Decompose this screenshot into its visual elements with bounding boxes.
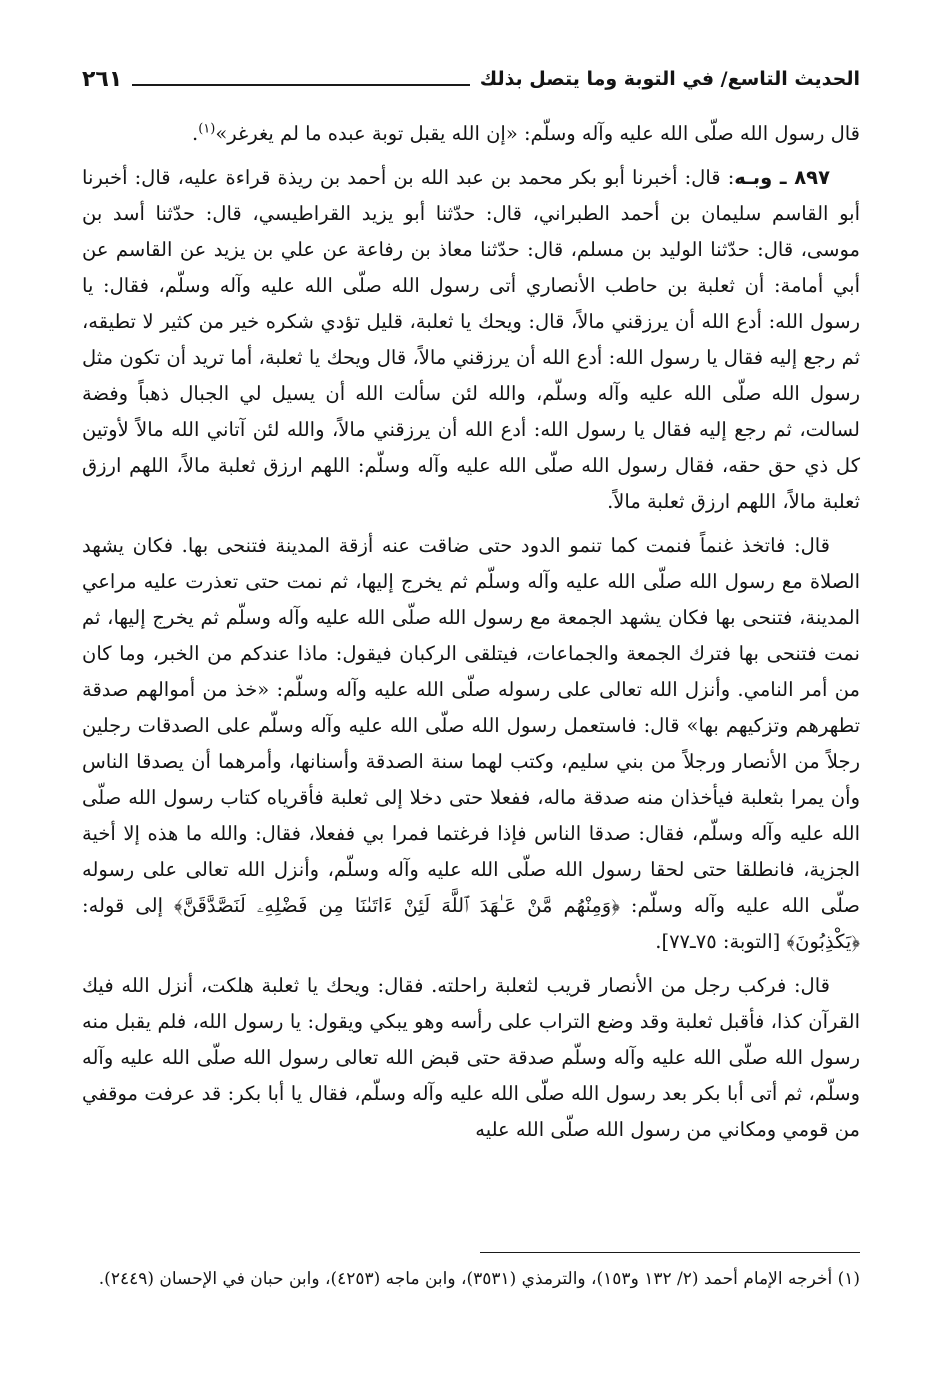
page-number: ٢٦١ — [82, 67, 123, 92]
main-text — [82, 116, 860, 1156]
footnotes — [82, 1264, 860, 1295]
running-header — [82, 56, 860, 96]
paragraph-opening-end: . — [192, 122, 199, 145]
paragraph-opening-text: قال رسول الله صلّى الله عليه وآله وسلّم: «إن الله يقبل توبة عبده ما لم يغرغر» — [215, 122, 860, 145]
paragraph-opening — [82, 116, 860, 152]
hadith-number: ٨٩٧ ـ وبـه — [734, 166, 830, 189]
footnote-1: (١) أخرجه الإمام أحمد (٢/ ١٣٢ و١٥٣)، والترمذي (٣٥٣١)، وابن ماجه (٤٢٥٣)، وابن حبان في الإحسان (٢٤٤٩). — [98, 1269, 860, 1289]
footnote-divider — [480, 1252, 860, 1253]
header-rule — [132, 84, 469, 86]
chapter-title: الحديث التاسع/ في التوبة وما يتصل بذلك — [479, 68, 860, 90]
paragraph-continuation-1: قال: فاتخذ غنماً فنمت كما تنمو الدود حتى ضاقت عنه أزقة المدينة فتنحى بها. فكان يشهد الصلاة مع رسول الله صلّى الله عليه وآله وسلّم ثم يخرج إليها، ثم نمت حتى تعذرت عليه مراعي المدينة، فتنحى بها فكان يشهد الجمعة مع رسول الله صلّى الله عليه وآله وسلّم ثم يخرج إليها، ثم نمت فتنحى بها فترك الجمعة والجماعات، فيتلقى الركبان فيقول: ماذا عندكم من الخبر، وما كان من أمر النامي. وأنزل الله تعالى على رسوله صلّى الله عليه وآله وسلّم: «خذ من أموالهم صدقة تطهرهم وتزكيهم بها» قال: فاستعمل رسول الله صلّى الله عليه وآله وسلّم على الصدقات رجلين رجلاً من الأنصار ورجلاً من بني سليم، وكتب لهما سنة الصدقة وأسنانها، وأمرهما أن يصدقا الناس وأن يمرا بثعلبة فيأخذان منه صدقة ماله، ففعلا حتى دخلا إلى ثعلبة فأقرياه كتاب رسول الله صلّى الله عليه وآله وسلّم، فقال: صدقا الناس فإذا فرغتما فمرا بي ففعلا، فقال: والله ما هذه إلا أخية الجزية، فانطلقا حتى لحقا رسول الله صلّى الله عليه وآله وسلّم، وأنزل الله تعالى على رسوله صلّى الله عليه وآله وسلّم: ﴿وَمِنْهُم مَّنْ عَـٰهَدَ ٱللَّهَ لَئِنْ ءَاتَىٰنَا مِن فَضْلِهِۦ لَنَصَّدَّقَنَّ﴾ إلى قوله: ﴿يَكْذِبُونَ﴾ [التوبة: ٧٥ـ٧٧]. — [82, 534, 860, 953]
hadith-text: : قال: أخبرنا أبو بكر محمد بن عبد الله بن أحمد بن ريذة قراءة عليه، قال: أخبرنا أبو القاسم سليمان بن أحمد الطبراني، قال: حدّثنا أبو يزيد القراطيسي، قال: حدّثنا أسد بن موسى، قال: حدّثنا الوليد بن مسلم، قال: حدّثنا معاذ بن رفاعة عن علي بن يزيد عن القاسم عن أبي أمامة: أن ثعلبة بن حاطب الأنصاري أتى رسول الله صلّى الله عليه وآله وسلّم، فقال: يا رسول الله: أدع الله أن يرزقني مالاً، قال: ويحك يا ثعلبة، قليل تؤدي شكره خير من كثير لا تطيقه، ثم رجع إليه فقال يا رسول الله: أدع الله أن يرزقني مالاً، قال ويحك يا ثعلبة، أما تريد أن تكون مثل رسول الله صلّى الله عليه وآله وسلّم، والله لئن سألت الله أن يسيل لي الجبال ذهباً وفضة لسالت، ثم رجع إليه فقال يا رسول الله: أدع الله أن يرزقني مالاً، والله لئن آتاني الله مالاً لأوتين كل ذي حق حقه، فقال رسول الله صلّى الله عليه وآله وسلّم: اللهم ارزق ثعلبة مالاً، اللهم ارزق ثعلبة مالاً، اللهم ارزق ثعلبة مالاً. — [82, 166, 860, 513]
footnote-marker: (١) — [198, 121, 216, 137]
paragraph-hadith-897 — [82, 160, 860, 520]
paragraph-continuation-2: قال: فركب رجل من الأنصار قريب لثعلبة راحلته. فقال: ويحك يا ثعلبة هلكت، أنزل الله فيك القرآن كذا، فأقبل ثعلبة وقد وضع التراب على رأسه وهو يبكي ويقول: يا رسول الله، فلم يقبل منه رسول الله صلّى الله عليه وآله وسلّم صدقة حتى قبض الله تعالى رسول الله صلّى الله عليه وآله وسلّم، ثم أتى أبا بكر بعد رسول الله صلّى الله عليه وآله وسلّم، فقال يا أبا بكر: قد عرفت موقفي من قومي ومكاني من رسول الله صلّى الله عليه — [82, 974, 860, 1141]
